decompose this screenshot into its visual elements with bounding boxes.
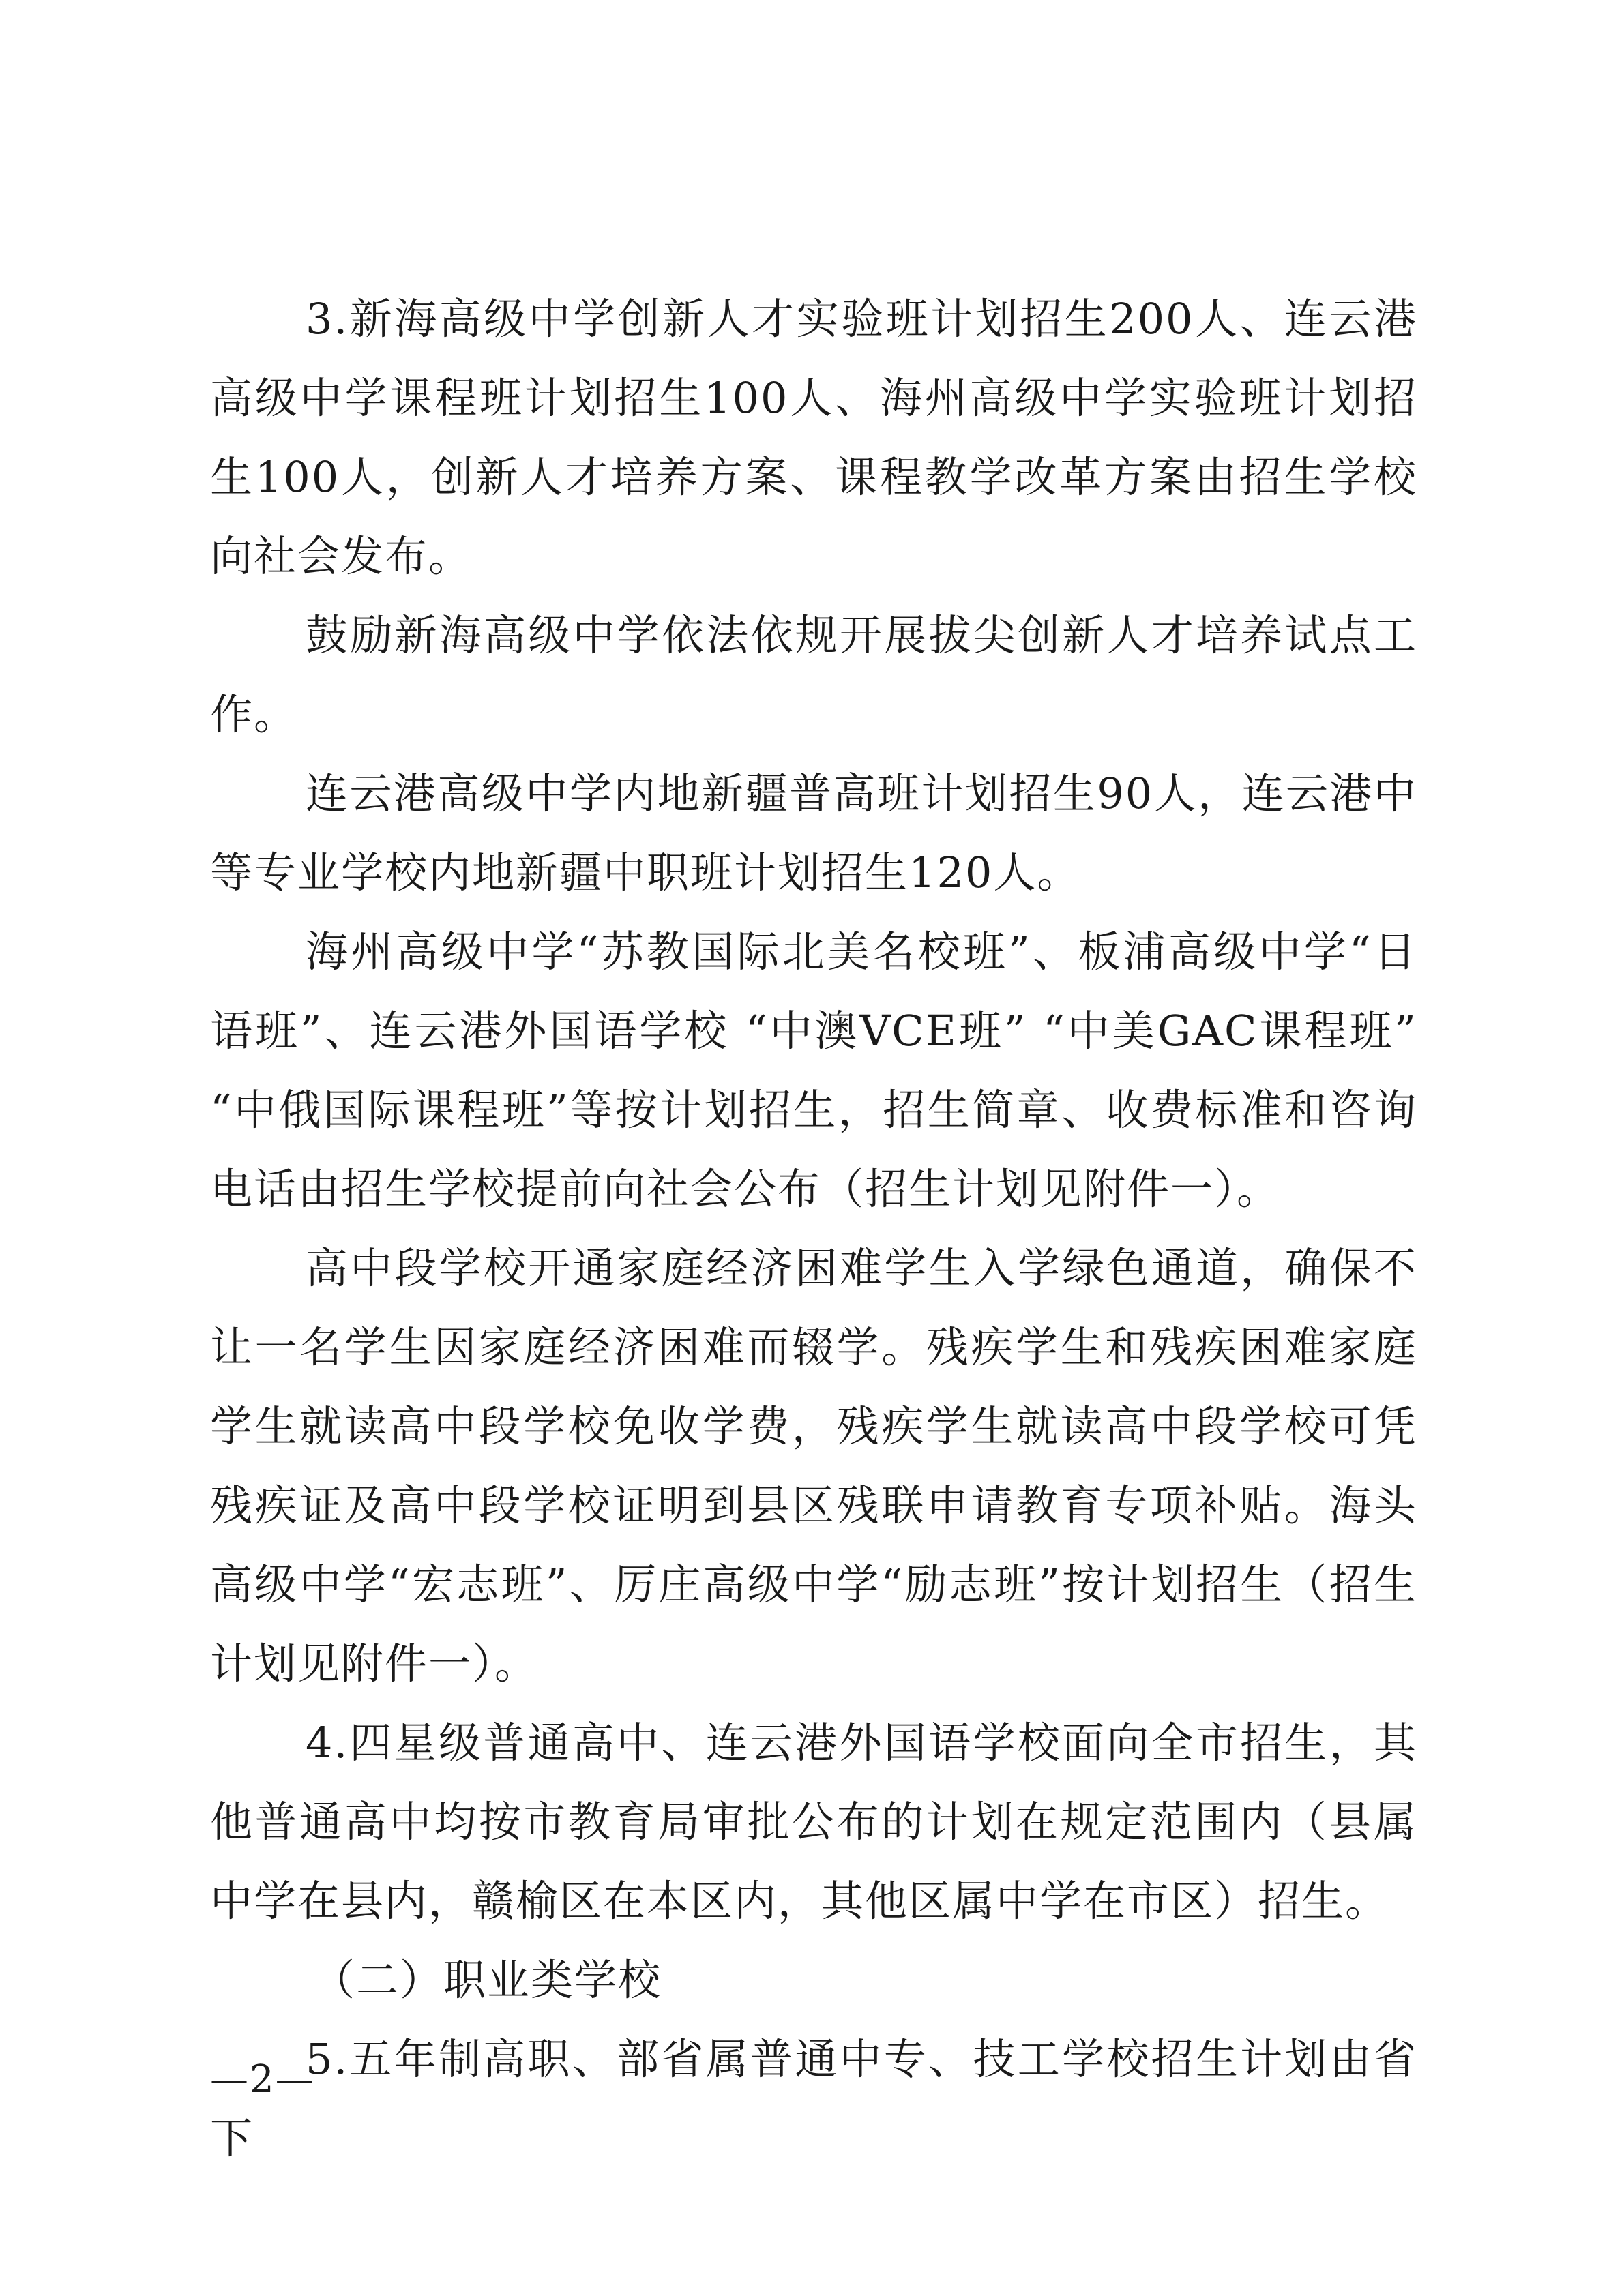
- document-body: [210, 280, 1417, 2178]
- paragraph-5: 高中段学校开通家庭经济困难学生入学绿色通道，确保不让一名学生因家庭经济困难而辍学。残疾学生和残疾困难家庭学生就读高中段学校免收学费，残疾学生就读高中段学校可凭残疾证及高中段学校证明到县区残联申请教育专项补贴。海头高级中学“宏志班”、厉庄高级中学“励志班”按计划招生（招生计划见附件一）。: [210, 1243, 1417, 1688]
- paragraph-4: 海州高级中学“苏教国际北美名校班”、板浦高级中学“日语班”、连云港外国语学校 “中澳VCE班” “中美GAC课程班” “中俄国际课程班”等按计划招生，招生简章、收费标准和咨询电话由招生学校提前向社会公布（招生计划见附件一）。: [210, 927, 1417, 1214]
- paragraph-1: 3.新海高级中学创新人才实验班计划招生200人、连云港高级中学课程班计划招生100人、海州高级中学实验班计划招生100人，创新人才培养方案、课程教学改革方案由招生学校向社会发布。: [210, 294, 1417, 581]
- paragraph-6: 4.四星级普通高中、连云港外国语学校面向全市招生，其他普通高中均按市教育局审批公布的计划在规定范围内（县属中学在县内，赣榆区在本区内，其他区属中学在市区）招生。: [210, 1718, 1417, 1926]
- page-number: —2—: [210, 2057, 315, 2102]
- section-heading: （二）职业类学校: [312, 1955, 662, 2005]
- paragraph-2: 鼓励新海高级中学依法依规开展拔尖创新人才培养试点工作。: [210, 610, 1417, 739]
- paragraph-3: 连云港高级中学内地新疆普高班计划招生90人，连云港中等专业学校内地新疆中职班计划招生120人。: [210, 769, 1417, 897]
- paragraph-7: 5.五年制高职、部省属普通中专、技工学校招生计划由省下: [210, 2034, 1417, 2163]
